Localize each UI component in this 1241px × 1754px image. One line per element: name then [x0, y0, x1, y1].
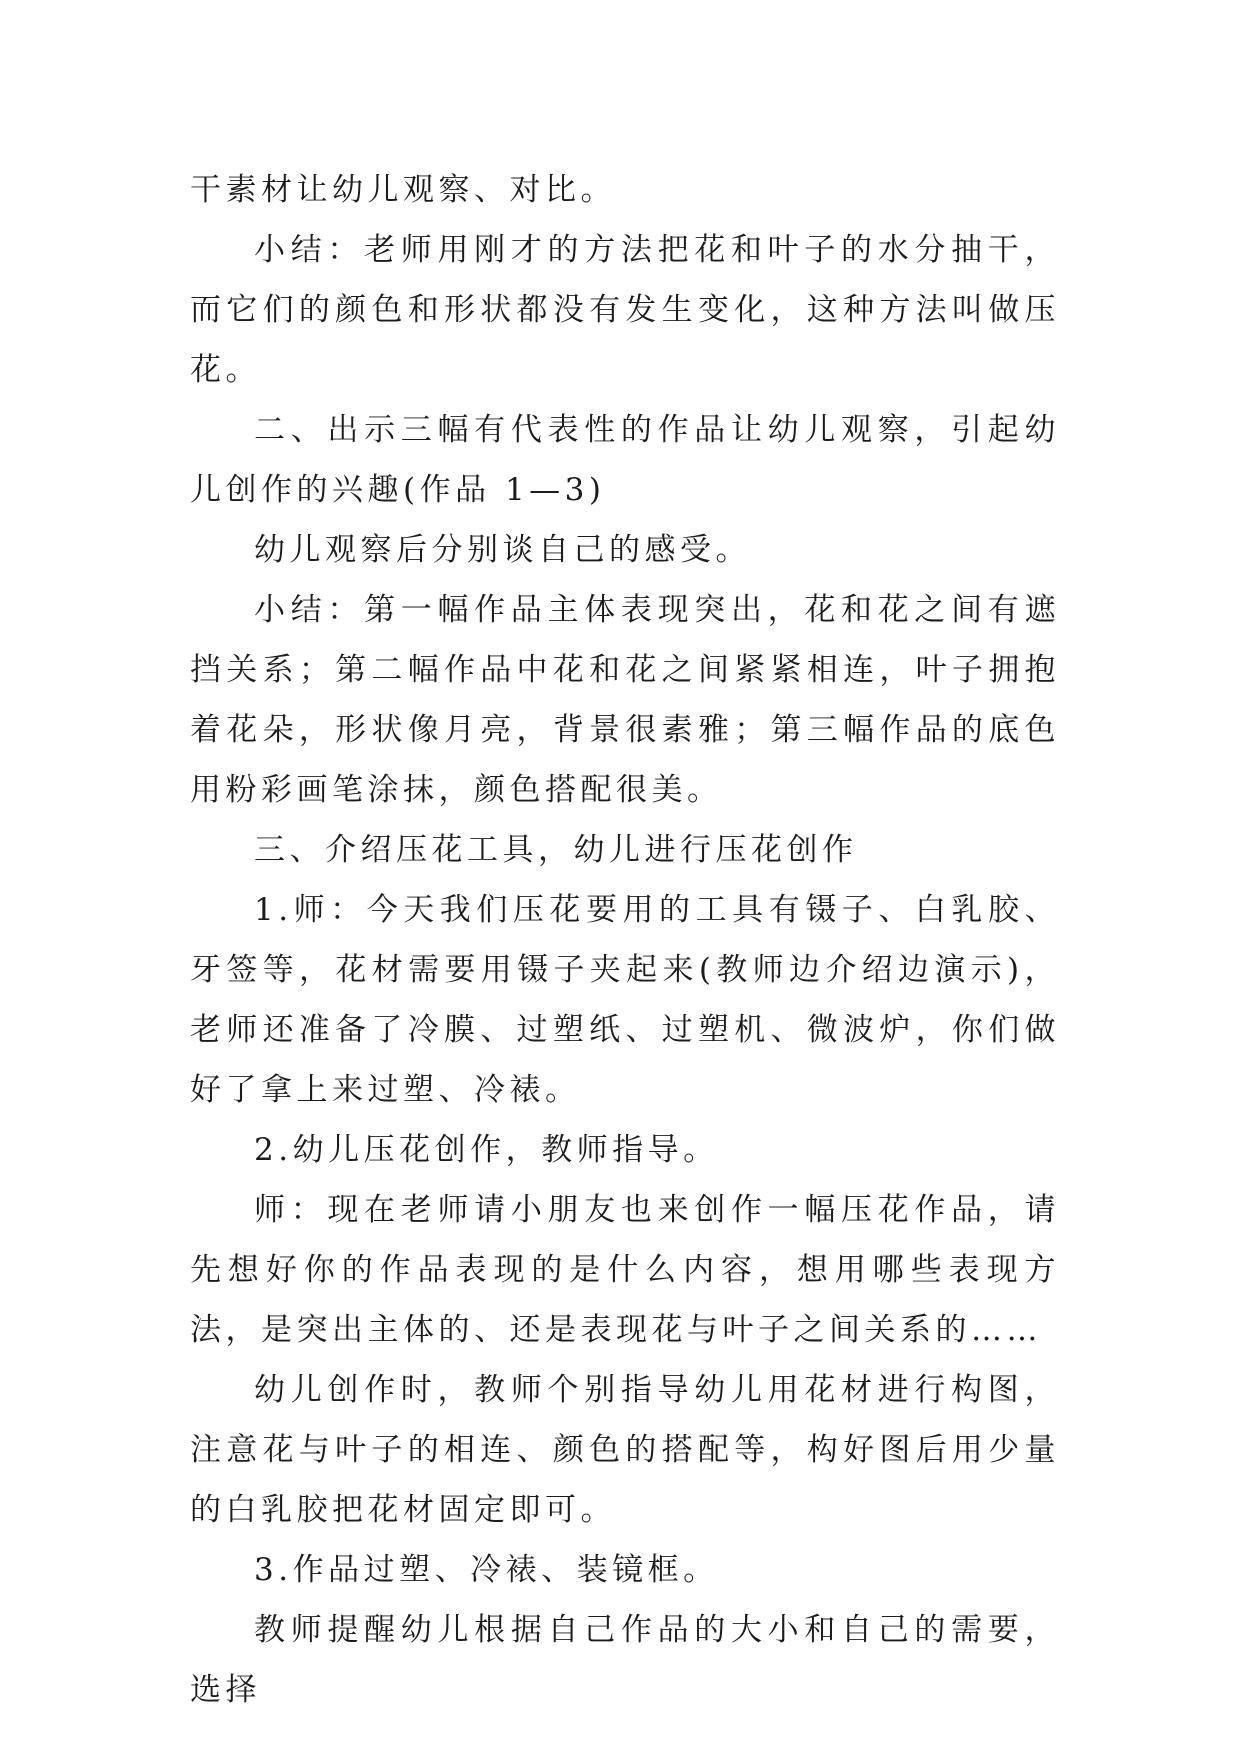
- paragraph-section-3: 三、介绍压花工具，幼儿进行压花创作: [254, 832, 858, 868]
- paragraph-guidance: 幼儿创作时，教师个别指导幼儿用花材进行构图，注意花与叶子的相连、颜色的搭配等，构好图后用少量的白乳胶把花材固定即可。: [190, 1372, 1060, 1528]
- paragraph-summary-1: 小结：老师用刚才的方法把花和叶子的水分抽干，而它们的颜色和形状都没有发生变化，这种方法叫做压花。: [190, 232, 1060, 388]
- paragraph-step-1: 1.师：今天我们压花要用的工具有镊子、白乳胶、牙签等，花材需要用镊子夹起来(教师边介绍边演示)，老师还准备了冷膜、过塑纸、过塑机、微波炉，你们做好了拿上来过塑、冷裱。: [190, 892, 1060, 1108]
- paragraph-observation: 幼儿观察后分别谈自己的感受。: [254, 532, 751, 568]
- paragraph-reminder: 教师提醒幼儿根据自己作品的大小和自己的需要，选择: [190, 1612, 1060, 1708]
- paragraph-teacher-instruction: 师：现在老师请小朋友也来创作一幅压花作品，请先想好你的作品表现的是什么内容，想用哪些表现方法，是突出主体的、还是表现花与叶子之间关系的……: [190, 1192, 1060, 1348]
- paragraph-step-2: 2.幼儿压花创作，教师指导。: [254, 1132, 719, 1168]
- paragraph-section-2: 二、出示三幅有代表性的作品让幼儿观察，引起幼儿创作的兴趣(作品 1—3): [190, 412, 1060, 508]
- paragraph-summary-2: 小结：第一幅作品主体表现突出，花和花之间有遮挡关系；第二幅作品中花和花之间紧紧相连，叶子拥抱着花朵，形状像月亮，背景很素雅；第三幅作品的底色用粉彩画笔涂抹，颜色搭配很美。: [190, 592, 1060, 808]
- document-body: [190, 160, 1060, 1720]
- paragraph-step-3: 3.作品过塑、冷裱、装镜框。: [254, 1552, 719, 1588]
- paragraph-continuation: 干素材让幼儿观察、对比。: [190, 172, 616, 208]
